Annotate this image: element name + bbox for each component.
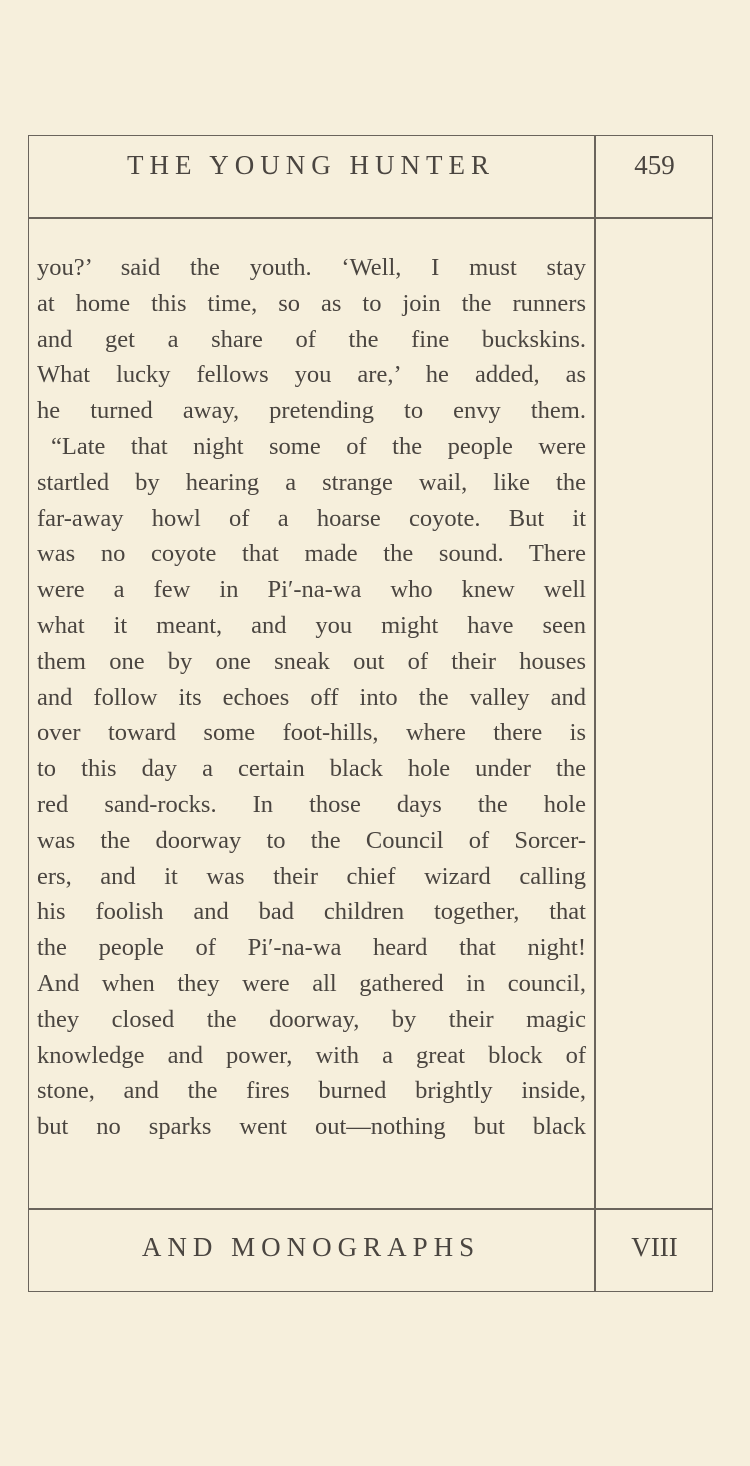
text-line: “Late that night some of the people were (51, 432, 586, 460)
text-line: but no sparks went out—nothing but black (37, 1113, 586, 1141)
text-line: at home this time, so as to join the runners (37, 289, 586, 317)
page-number: 459 (634, 150, 675, 180)
text-line: what it meant, and you might have seen (37, 611, 586, 639)
text-line: to this day a certain black hole under the (37, 755, 586, 783)
text-line: stone, and the fires burned brightly inside, (37, 1077, 586, 1105)
text-line: his foolish and bad children together, that (37, 898, 586, 926)
header-rule (28, 217, 713, 219)
column-divider (594, 135, 596, 1292)
text-line: startled by hearing a strange wail, like the (37, 468, 586, 496)
text-line: knowledge and power, with a great block of (37, 1041, 586, 1069)
text-line: them one by one sneak out of their houses (37, 647, 586, 675)
text-line: was no coyote that made the sound. There (37, 540, 586, 568)
text-line: and get a share of the fine buckskins. (37, 325, 586, 353)
text-line: was the doorway to the Council of Sorcer- (37, 826, 586, 854)
text-line: red sand-rocks. In those days the hole (37, 790, 586, 818)
text-line: What lucky fellows you are,’ he added, as (37, 361, 586, 389)
text-line: over toward some foot-hills, where there is (37, 719, 586, 747)
body-text (37, 250, 586, 1145)
volume-number: VIII (631, 1232, 678, 1262)
text-line: you?’ said the youth. ‘Well, I must stay (37, 254, 586, 281)
text-line: were a few in Pi′-na-wa who knew well (37, 576, 586, 604)
text-line: and follow its echoes off into the valley and (37, 683, 586, 711)
text-line: far-away howl of a hoarse coyote. But it (37, 504, 586, 532)
footer-rule (28, 1208, 713, 1210)
text-line: ers, and it was their chief wizard calling (37, 862, 586, 890)
text-line: And when they were all gathered in council, (37, 969, 586, 997)
text-line: they closed the doorway, by their magic (37, 1005, 586, 1033)
running-head: THE YOUNG HUNTER (127, 150, 495, 180)
text-line: he turned away, pretending to envy them. (37, 397, 586, 425)
text-line: the people of Pi′-na-wa heard that night! (37, 934, 586, 962)
series-title: AND MONOGRAPHS (141, 1232, 481, 1262)
